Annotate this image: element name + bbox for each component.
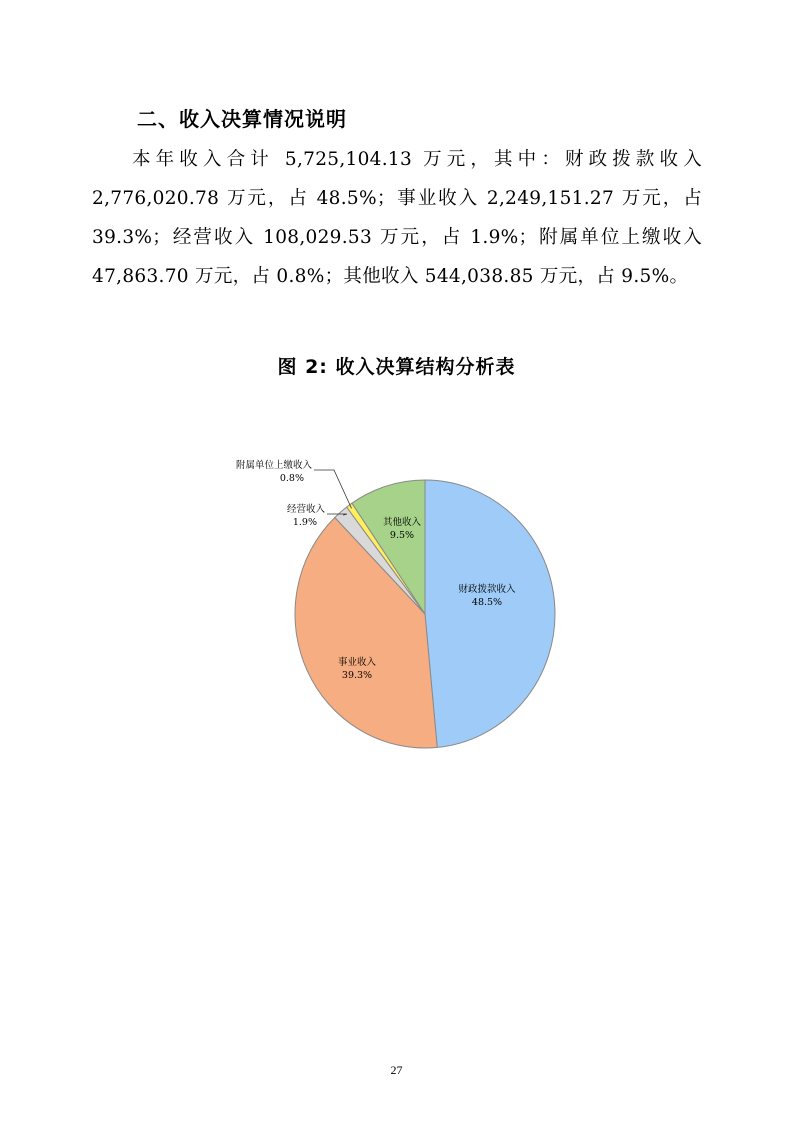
slice-value-fiscal-appropriation: 48.5% <box>471 597 503 608</box>
leader-line-subsidiary-remittance <box>314 470 352 508</box>
section-heading: 二、收入决算情况说明 <box>137 107 347 131</box>
slice-name-business-income: 事业收入 <box>337 657 377 668</box>
pie-slice-fiscal-appropriation <box>425 480 555 747</box>
page-number: 27 <box>390 1063 403 1077</box>
income-summary-paragraph: 本年收入合计 5,725,104.13 万元，其中：财政拨款收入 2,776,020.78 万元，占 48.5%；事业收入 2,249,151.27 万元，占 39.3%；经营收入 108,029.53 万元，占 1.9%；附属单位上缴收入 47,863.70 万元，占 0.8%；其他收入 544,038.85 万元，占 9.5%。 <box>92 149 702 287</box>
slice-name-subsidiary-remittance: 附属单位上缴收入 <box>235 460 312 471</box>
slice-name-other-income: 其他收入 <box>382 517 422 528</box>
slice-value-business-income: 39.3% <box>341 670 373 681</box>
slice-name-operating-income: 经营收入 <box>286 504 325 515</box>
slice-name-fiscal-appropriation: 财政拨款收入 <box>458 584 516 595</box>
figure-title: 图 2: 收入决算结构分析表 <box>277 356 516 378</box>
slice-value-other-income: 9.5% <box>389 530 415 541</box>
slice-value-subsidiary-remittance: 0.8% <box>279 473 304 484</box>
slice-value-operating-income: 1.9% <box>292 517 317 528</box>
